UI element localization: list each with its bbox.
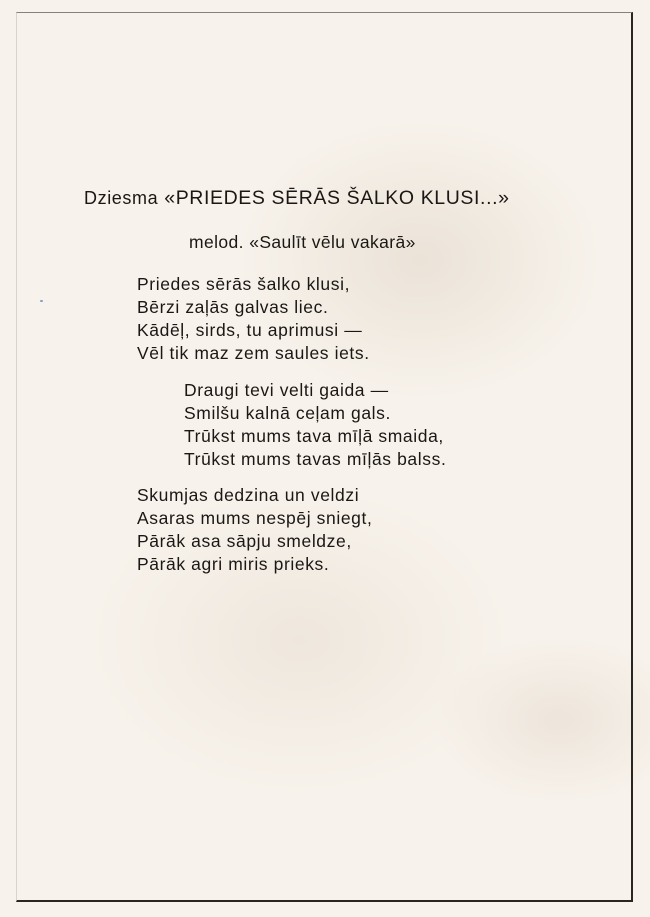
song-title-prefix: Dziesma <box>84 188 159 208</box>
verse-line: Smilšu kalnā ceļam gals. <box>184 403 391 423</box>
verse-line: Vēl tik maz zem saules iets. <box>137 343 370 363</box>
stanza-1 <box>137 273 370 365</box>
verse-line: Bērzi zaļās galvas liec. <box>137 297 329 317</box>
song-title-text: «PRIEDES SĒRĀS ŠALKO KLUSI...» <box>164 187 510 209</box>
verse-line: Trūkst mums tavas mīļās balss. <box>184 449 447 469</box>
song-title <box>84 187 510 210</box>
verse-line: Priedes sērās šalko klusi, <box>137 274 351 294</box>
verse-line: Skumjas dedzina un veldzi <box>137 485 360 505</box>
stanza-3 <box>137 484 372 576</box>
verse-line: Pārāk agri miris prieks. <box>137 554 330 574</box>
melody-note: melod. «Saulīt vēlu vakarā» <box>189 232 416 252</box>
stanza-2 <box>184 379 446 471</box>
verse-line: Trūkst mums tava mīļā smaida, <box>184 426 444 446</box>
verse-line: Kādēļ, sirds, tu aprimusi — <box>137 320 363 340</box>
verse-line: Pārāk asa sāpju smeldze, <box>137 531 352 551</box>
verse-line: Draugi tevi velti gaida — <box>184 380 389 400</box>
ink-speck <box>40 300 43 302</box>
verse-line: Asaras mums nespēj sniegt, <box>137 508 373 528</box>
